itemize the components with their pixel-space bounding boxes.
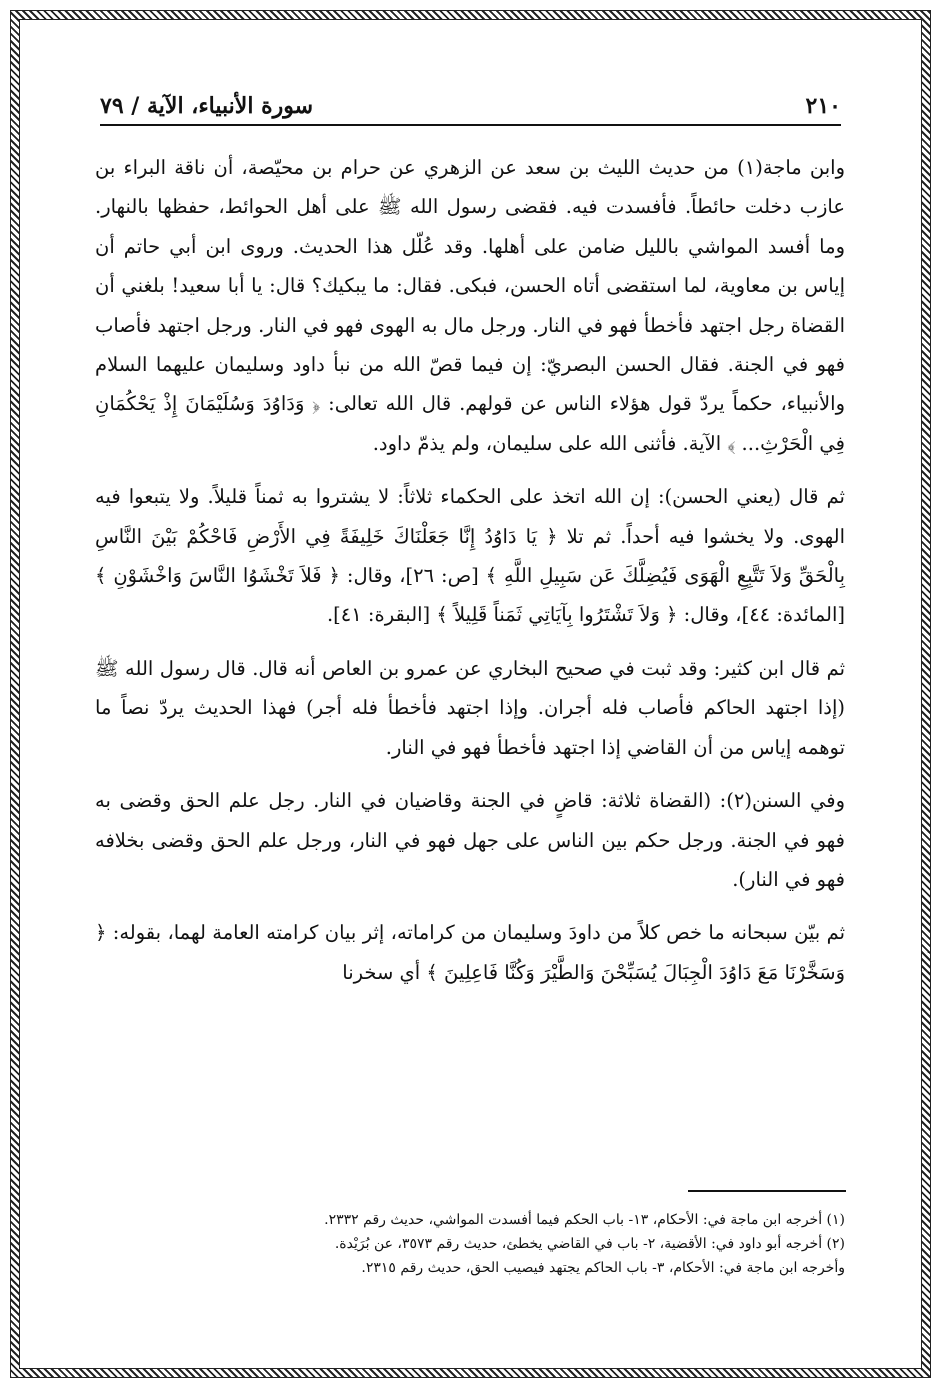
- paragraph: ثم بيّن سبحانه ما خص كلاً من داودَ وسليمان من كراماته، إثر بيان كرامته العامة لهما، بقوله: ﴿ وَسَخَّرْنَا مَعَ دَاوُدَ الْجِبَالَ يُسَبِّحْنَ وَالطَّيْرَ وَكُنَّا فَاعِلِينَ ﴾ أي سخرنا: [95, 921, 845, 984]
- footnote: (٢) أخرجه أبو داود في: الأقضية، ٢- باب في القاضي يخطئ، حديث رقم ٣٥٧٣، عن بُرَيْدة.: [334, 1236, 845, 1252]
- paragraph: وابن ماجة(١) من حديث الليث بن سعد عن الزهري عن حرام بن محيّصة، أن ناقة البراء بن عازب دخلت حائطاً. فأفسدت فيه. فقضى رسول الله ﷺ على أهل الحوائط، حفظها بالنهار. وما أفسد المواشي بالليل ضامن على أهلها. وقد عُلّل هذا الحديث. وروى ابن أبي حاتم أن إياس بن معاوية، لما استقضى أتاه الحسن، فبكى. فقال: ما يبكيك؟ قال: يا أبا سعيد! بلغني أن القضاة رجل اجتهد فأخطأ فهو في النار. ورجل مال به الهوى فهو في النار. ورجل اجتهد فأصاب فهو في الجنة. فقال الحسن البصريّ: إن فيما قصّ الله من نبأ داود وسليمان عليهما السلام والأنبياء، حكماً يردّ قول هؤلاء الناس عن قولهم. قال الله تعالى: ﴿ وَدَاوُدَ وَسُلَيْمَانَ إِذْ يَحْكُمَانِ فِي الْحَرْثِ... ﴾ الآية. فأثنى الله على سليمان، ولم يذمّ داود.: [95, 156, 846, 455]
- page-number: ٢١٠: [805, 93, 841, 119]
- paragraph: ثم قال (يعني الحسن): إن الله اتخذ على الحكماء ثلاثاً: لا يشتروا به ثمناً قليلاً. ولا يتبعوا فيه الهوى. ولا يخشوا فيه أحداً. ثم تلا ﴿ يَا دَاوُدُ إِنَّا جَعَلْنَاكَ خَلِيفَةً فِي الأَرْضِ فَاحْكُمْ بَيْنَ النَّاسِ بِالْحَقِّ وَلاَ تَتَّبِعِ الْهَوَى فَيُضِلَّكَ عَن سَبِيلِ اللَّهِ ﴾ [ص: ٢٦]، وقال: ﴿ فَلاَ تَخْشَوُا النَّاسَ وَاخْشَوْنِ ﴾ [المائدة: ٤٤]، وقال: ﴿ وَلاَ تَشْتَرُوا بِآيَاتِي ثَمَناً قَلِيلاً ﴾ [البقرة: ٤١].: [95, 485, 846, 627]
- paragraph: وفي السنن(٢): (القضاة ثلاثة: قاضٍ في الجنة وقاضيان في النار. رجل علم الحق وقضى به فهو في الجنة. ورجل حكم بين الناس على جهل فهو في النار، ورجل علم الحق وقضى بخلافه فهو في النار).: [95, 789, 846, 891]
- main-text: [95, 148, 845, 992]
- footnote: (١) أخرجه ابن ماجة في: الأحكام، ١٣- باب الحكم فيما أفسدت المواشي، حديث رقم ٢٣٣٢.: [324, 1212, 845, 1228]
- surah-reference: سورة الأنبياء، الآية / ٧٩: [100, 93, 314, 119]
- footnote: وأخرجه ابن ماجة في: الأحكام، ٣- باب الحاكم يجتهد فيصيب الحق، حديث رقم ٢٣١٥.: [361, 1260, 845, 1276]
- footnote-divider: [688, 1190, 846, 1192]
- paragraph: ثم قال ابن كثير: وقد ثبت في صحيح البخاري عن عمرو بن العاص أنه قال. قال رسول الله ﷺ (إذا اجتهد الحاكم فأصاب فله أجران. وإذا اجتهد فأخطأ فله أجر) فهذا الحديث يردّ نصاً ما توهمه إياس من أن القاضي إذا اجتهد فأخطأ فهو في النار.: [95, 656, 845, 759]
- footnotes: [150, 1208, 845, 1280]
- page-header: [100, 88, 841, 126]
